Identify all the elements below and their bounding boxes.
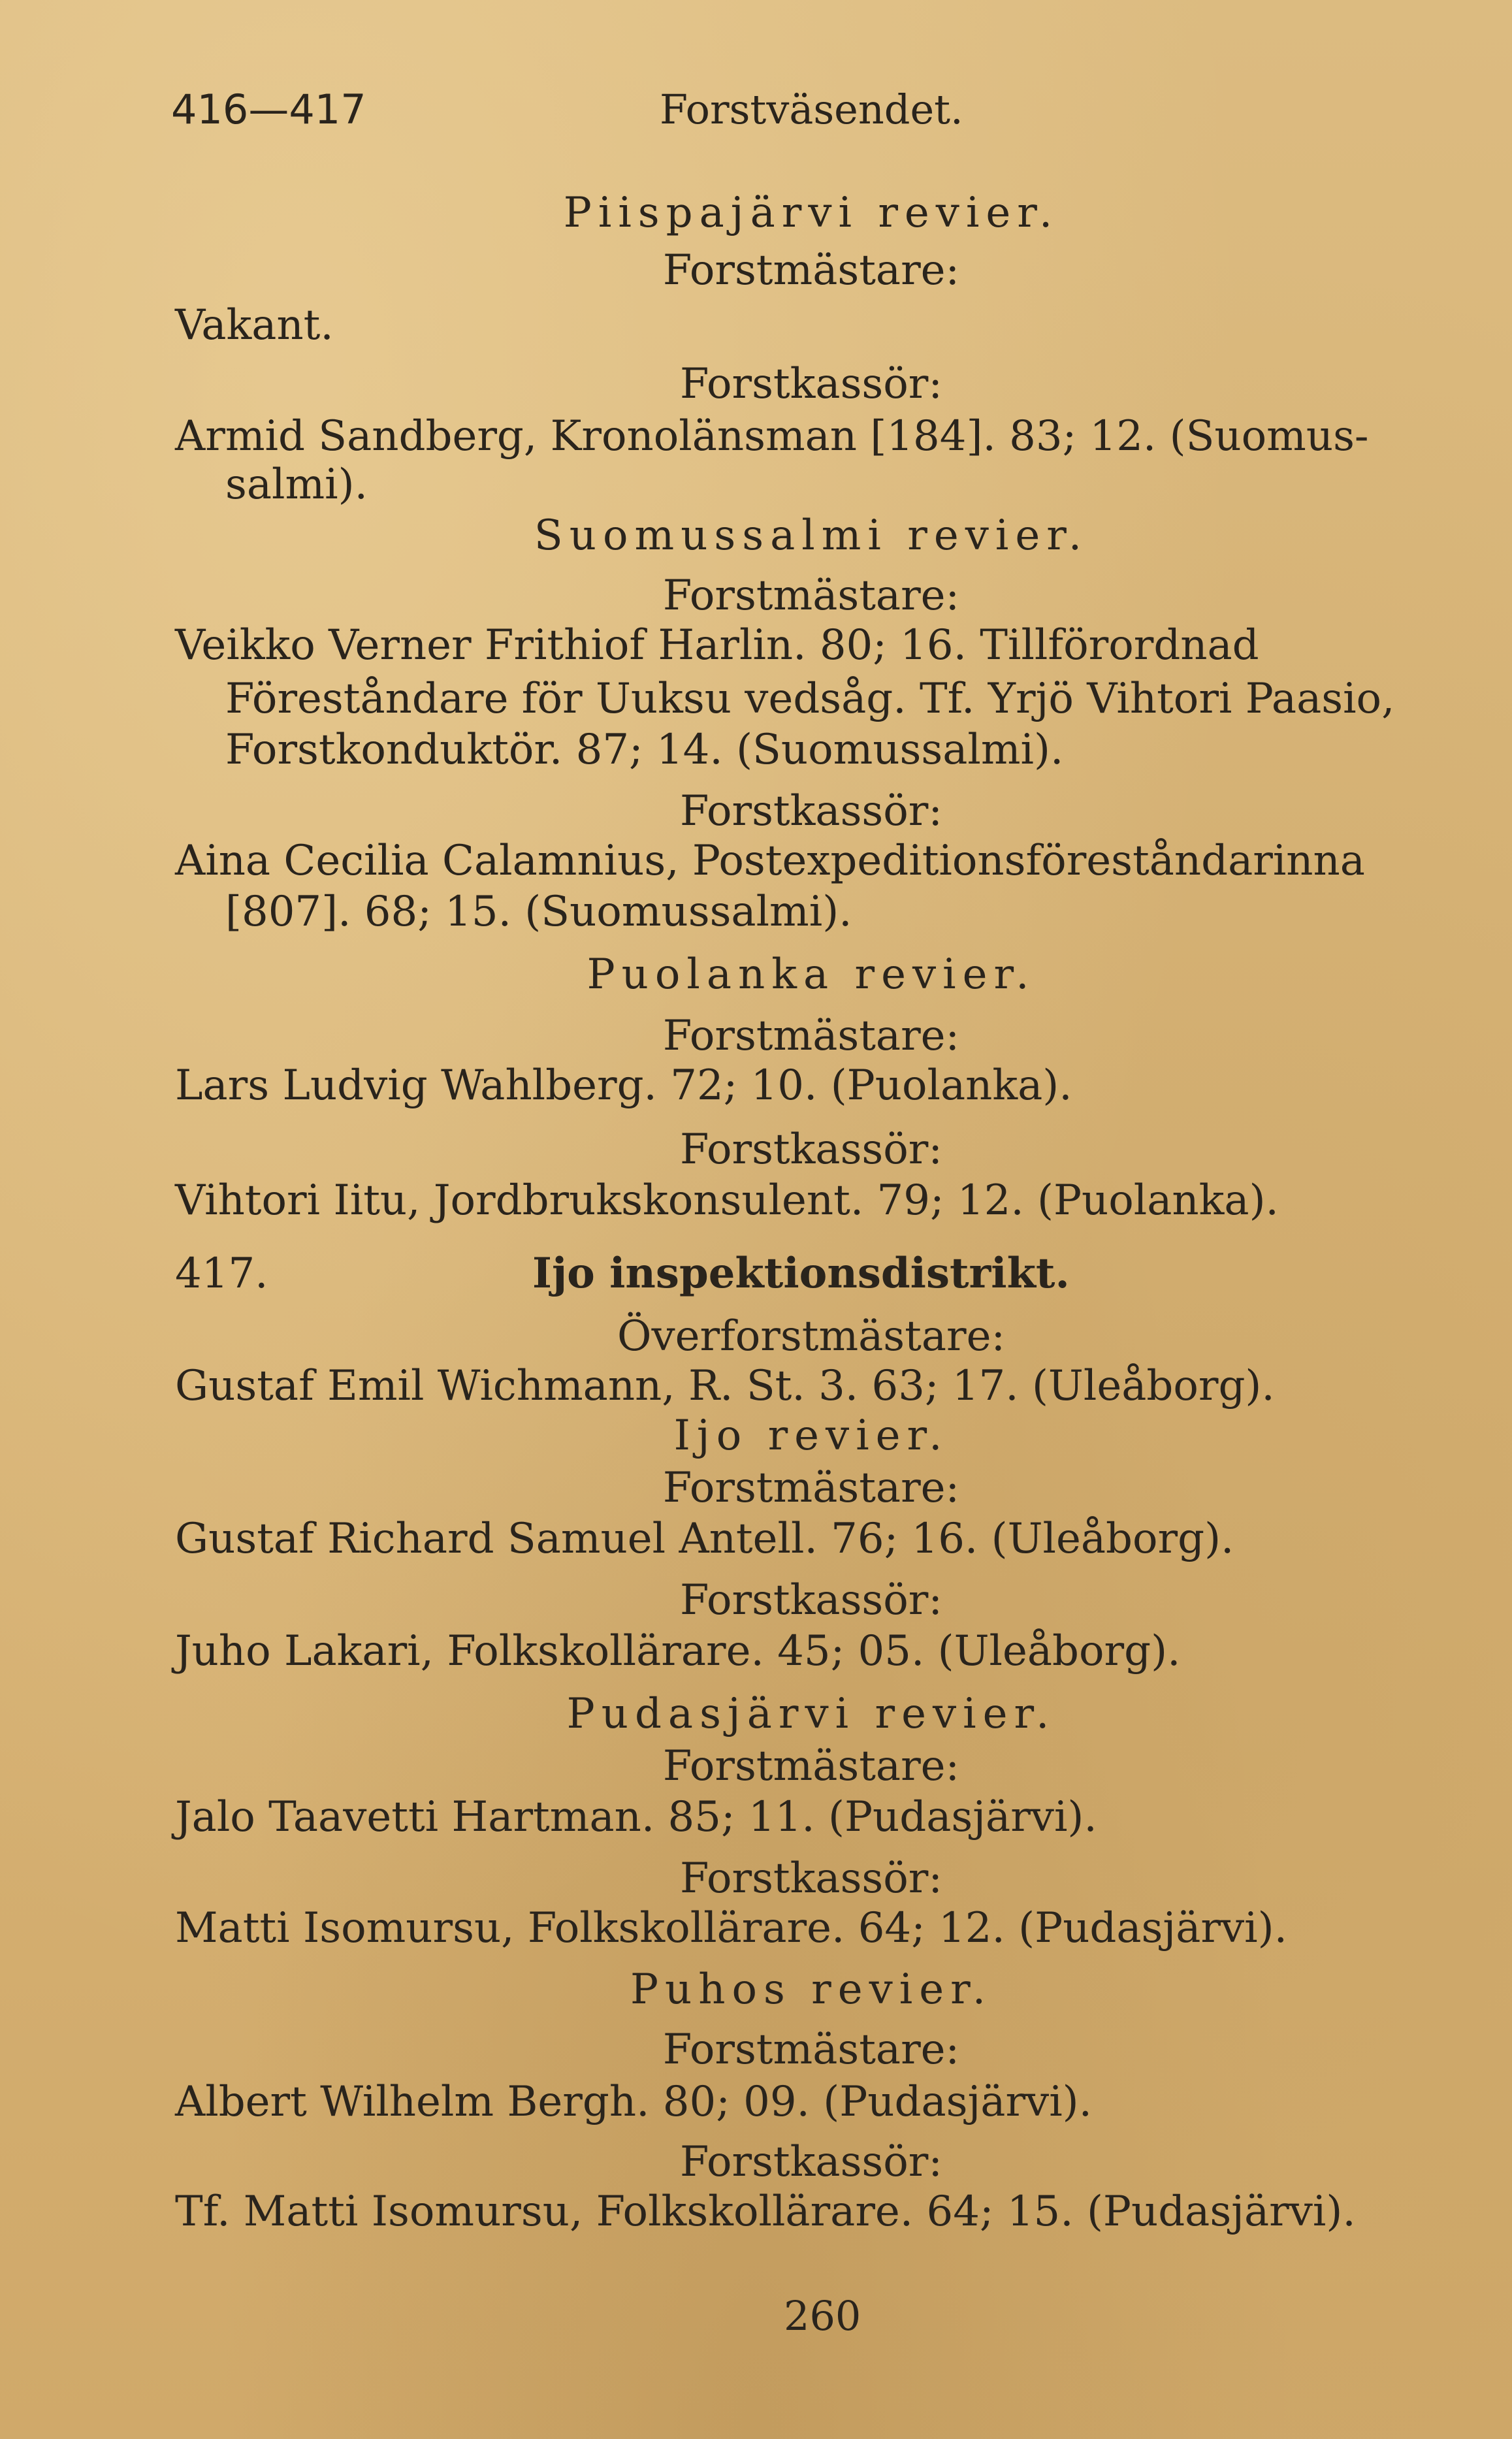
revier-heading: Piispajärvi revier. bbox=[563, 189, 1059, 237]
district-title: Ijo inspektionsdistrikt. bbox=[532, 1249, 1070, 1298]
entry-continuation: [807]. 68; 15. (Suomussalmi). bbox=[225, 888, 852, 936]
entry-text: Aina Cecilia Calamnius, Postexpeditionsföreståndarinna bbox=[175, 837, 1365, 885]
entry-text: Lars Ludvig Wahlberg. 72; 10. (Puolanka). bbox=[175, 1061, 1072, 1110]
revier-heading: Puolanka revier. bbox=[587, 950, 1036, 999]
role-label: Forstmästare: bbox=[662, 572, 960, 620]
role-label: Forstkassör: bbox=[680, 787, 942, 835]
page-number: 260 bbox=[784, 2292, 861, 2340]
role-label: Forstmästare: bbox=[662, 246, 960, 295]
entry-text: Gustaf Richard Samuel Antell. 76; 16. (Uleåborg). bbox=[175, 1515, 1234, 1563]
role-label: Forstkassör: bbox=[680, 1854, 942, 1903]
revier-heading: Puhos revier. bbox=[630, 1965, 993, 2014]
role-label: Forstkassör: bbox=[680, 1125, 942, 1174]
entry-continuation: Föreståndare för Uuksu vedsåg. Tf. Yrjö Vihtori Paasio, bbox=[225, 675, 1395, 723]
revier-heading: Pudasjärvi revier. bbox=[566, 1690, 1056, 1738]
role-label: Forstkassör: bbox=[680, 1576, 942, 1624]
district-number: 417. bbox=[175, 1250, 268, 1298]
entry-text: Vihtori Iitu, Jordbrukskonsulent. 79; 12. (Puolanka). bbox=[175, 1176, 1279, 1225]
role-label: Överforstmästare: bbox=[617, 1312, 1006, 1361]
revier-heading: Ijo revier. bbox=[673, 1412, 949, 1460]
role-label: Forstkassör: bbox=[680, 2138, 942, 2186]
role-label: Forstmästare: bbox=[662, 1742, 960, 1790]
entry-continuation: Forstkonduktör. 87; 14. (Suomussalmi). bbox=[225, 726, 1064, 774]
entry-continuation: salmi). bbox=[225, 460, 368, 509]
revier-heading: Suomussalmi revier. bbox=[534, 511, 1089, 560]
entry-text: Tf. Matti Isomursu, Folkskollärare. 64; 15. (Pudasjärvi). bbox=[175, 2188, 1356, 2236]
section-title: Forstväsendet. bbox=[660, 86, 963, 133]
entry-text: Juho Lakari, Folkskollärare. 45; 05. (Uleåborg). bbox=[175, 1627, 1181, 1675]
role-label: Forstmästare: bbox=[662, 2026, 960, 2074]
role-label: Forstkassör: bbox=[680, 360, 942, 408]
role-label: Forstmästare: bbox=[662, 1012, 960, 1060]
entry-text: Matti Isomursu, Folkskollärare. 64; 12. (Pudasjärvi). bbox=[175, 1904, 1287, 1952]
entry-text: Vakant. bbox=[175, 301, 334, 349]
entry-text: Gustaf Emil Wichmann, R. St. 3. 63; 17. (Uleåborg). bbox=[175, 1362, 1275, 1410]
entry-text: Albert Wilhelm Bergh. 80; 09. (Pudasjärvi). bbox=[175, 2078, 1092, 2126]
entry-text: Armid Sandberg, Kronolänsman [184]. 83; 12. (Suomus- bbox=[175, 412, 1369, 460]
entry-text: Veikko Verner Frithiof Harlin. 80; 16. Tillförordnad bbox=[175, 621, 1259, 670]
page-range: 416—417 bbox=[171, 86, 366, 133]
entry-text: Jalo Taavetti Hartman. 85; 11. (Pudasjärvi). bbox=[175, 1793, 1097, 1841]
role-label: Forstmästare: bbox=[662, 1464, 960, 1512]
